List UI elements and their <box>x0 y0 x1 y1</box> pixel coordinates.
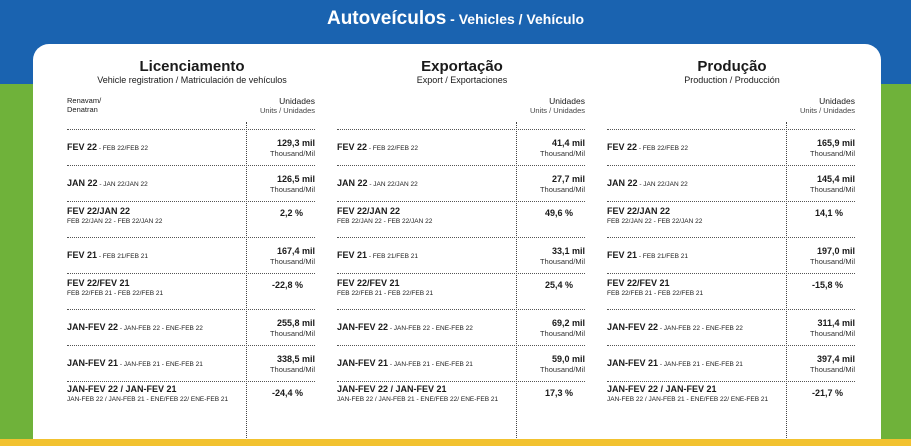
row-period-main: FEV 21 <box>337 249 368 260</box>
row-value: 338,5 mil <box>276 353 315 364</box>
row-value-cell <box>789 310 855 345</box>
row-period-main: FEV 22/FEV 21 <box>67 278 130 288</box>
row-period <box>67 384 245 396</box>
row-label <box>607 238 785 273</box>
column-header <box>67 58 317 86</box>
row-label <box>67 238 245 273</box>
row-period-translation: FEB 22/FEB 21 - FEB 22/FEB 21 <box>67 290 164 297</box>
row-value-cell <box>519 382 585 417</box>
row-value: 14,1 % <box>814 208 843 218</box>
row-period-main: FEV 22/JAN 22 <box>607 206 671 216</box>
row-label <box>337 166 515 201</box>
row-period <box>337 358 515 370</box>
table-row <box>67 345 315 380</box>
row-period <box>337 322 515 334</box>
row-period-main: JAN-FEV 21 <box>67 357 119 368</box>
row-period-translation: JAN-FEB 22 / JAN-FEB 21 - ENE/FEB 22/ ENE-FEB 21 <box>337 396 499 403</box>
row-period <box>607 384 785 396</box>
row-period-detail: - JAN-FEB 22 - ENE-FEB 22 <box>658 324 743 332</box>
page-title <box>0 8 911 30</box>
row-unit: Thousand/Mil <box>809 256 855 266</box>
table-row <box>607 381 855 416</box>
units-header <box>260 96 315 116</box>
row-period-translation: FEB 22/JAN 22 - FEB 22/JAN 22 <box>607 218 703 225</box>
row-unit: Thousand/Mil <box>269 256 315 266</box>
column-title: Exportação <box>421 58 503 75</box>
row-period-main: JAN-FEV 22 <box>67 321 119 332</box>
row-period-main: JAN-FEV 21 <box>607 357 659 368</box>
table-row <box>337 237 585 272</box>
row-label <box>607 274 785 309</box>
row-unit: Thousand/Mil <box>269 364 315 374</box>
row-label <box>607 202 785 237</box>
row-period <box>67 142 245 154</box>
row-unit: Thousand/Mil <box>269 184 315 194</box>
row-period <box>607 178 785 190</box>
row-period-detail: - JAN-FEB 22 - ENE-FEB 22 <box>388 324 473 332</box>
row-period <box>607 278 785 290</box>
row-period <box>337 142 515 154</box>
row-period-translation: FEB 22/FEB 21 - FEB 22/FEB 21 <box>607 290 704 297</box>
table-row <box>67 201 315 236</box>
column-subtitle: Export / Exportaciones <box>416 75 508 85</box>
row-period-main: FEV 22/FEV 21 <box>337 278 400 288</box>
units-header-sub: Units / Unidades <box>799 106 855 115</box>
row-value: 25,4 % <box>544 280 573 290</box>
row-period-main: JAN 22 <box>607 177 638 188</box>
units-header-label: Unidades <box>549 96 585 106</box>
row-label <box>337 382 515 417</box>
row-value: 165,9 mil <box>816 137 855 148</box>
row-value-cell <box>249 310 315 345</box>
row-period <box>67 322 245 334</box>
row-label <box>607 346 785 381</box>
row-period-translation: FEB 22/JAN 22 - FEB 22/JAN 22 <box>67 218 163 225</box>
row-period <box>337 384 515 396</box>
row-value-cell <box>789 238 855 273</box>
row-period <box>337 178 515 190</box>
row-value-cell <box>519 130 585 165</box>
table-row <box>337 381 585 416</box>
row-value-cell <box>789 166 855 201</box>
row-period-detail: - JAN 22/JAN 22 <box>637 180 688 188</box>
row-period-main: JAN 22 <box>337 177 368 188</box>
row-period <box>607 322 785 334</box>
row-period-detail: - JAN-FEB 21 - ENE-FEB 21 <box>388 360 473 368</box>
units-header <box>530 96 585 116</box>
row-label <box>67 166 245 201</box>
row-period-main: FEV 22/FEV 21 <box>607 278 670 288</box>
column-subtitle: Vehicle registration / Matriculación de vehículos <box>97 75 287 85</box>
table-row <box>67 309 315 344</box>
table-row <box>337 165 585 200</box>
row-period <box>67 206 245 218</box>
table-row <box>67 273 315 308</box>
row-unit: Thousand/Mil <box>269 148 315 158</box>
table-row <box>607 309 855 344</box>
row-period-main: FEV 21 <box>607 249 638 260</box>
row-value: 17,3 % <box>544 388 573 398</box>
row-value: 129,3 mil <box>276 137 315 148</box>
row-value: 49,6 % <box>544 208 573 218</box>
row-period-main: JAN-FEV 22 / JAN-FEV 21 <box>607 384 717 394</box>
column-licenciamento <box>67 44 315 444</box>
row-period-detail: - FEB 22/FEB 22 <box>97 144 148 152</box>
table-row <box>337 345 585 380</box>
row-period <box>337 250 515 262</box>
row-value-cell <box>519 166 585 201</box>
row-value: 69,2 mil <box>551 317 585 328</box>
row-period-detail: - JAN-FEB 21 - ENE-FEB 21 <box>658 360 743 368</box>
row-value-cell <box>249 274 315 309</box>
table-row <box>607 165 855 200</box>
row-value-cell <box>789 130 855 165</box>
row-value-cell <box>789 382 855 417</box>
table-row <box>607 129 855 164</box>
table-row <box>337 201 585 236</box>
row-period <box>607 206 785 218</box>
units-header-label: Unidades <box>279 96 315 106</box>
row-unit: Thousand/Mil <box>539 328 585 338</box>
bottom-accent-bar <box>0 439 911 446</box>
row-value: 59,0 mil <box>551 353 585 364</box>
table-row <box>337 309 585 344</box>
row-period-main: JAN-FEV 22 / JAN-FEV 21 <box>67 384 177 394</box>
table-row <box>607 237 855 272</box>
source-header-line2: Denatran <box>67 105 98 114</box>
row-value-cell <box>519 238 585 273</box>
row-period <box>607 358 785 370</box>
row-label <box>337 202 515 237</box>
row-value: 33,1 mil <box>551 245 585 256</box>
row-value-cell <box>519 346 585 381</box>
row-unit: Thousand/Mil <box>809 148 855 158</box>
table-row <box>67 381 315 416</box>
row-value: 197,0 mil <box>816 245 855 256</box>
row-value-cell <box>249 382 315 417</box>
row-value-cell <box>249 238 315 273</box>
row-value: 126,5 mil <box>276 173 315 184</box>
row-value-cell <box>249 130 315 165</box>
row-value: -22,8 % <box>271 280 303 290</box>
column-title: Produção <box>697 58 767 75</box>
column-title: Licenciamento <box>139 58 245 75</box>
row-label <box>67 346 245 381</box>
row-period-detail: - JAN 22/JAN 22 <box>97 180 148 188</box>
row-label <box>337 274 515 309</box>
row-value: -21,7 % <box>811 388 843 398</box>
row-unit: Thousand/Mil <box>809 364 855 374</box>
column-subtitle: Production / Producción <box>684 75 780 85</box>
row-label <box>607 130 785 165</box>
row-label <box>67 274 245 309</box>
units-header-sub: Units / Unidades <box>529 106 585 115</box>
row-value-cell <box>519 274 585 309</box>
row-label <box>67 310 245 345</box>
row-value-cell <box>249 202 315 237</box>
row-label <box>607 382 785 417</box>
row-period-detail: - JAN 22/JAN 22 <box>367 180 418 188</box>
row-label <box>607 310 785 345</box>
page-title-sub: - Vehicles / Vehículo <box>446 11 585 27</box>
row-period-main: FEV 21 <box>67 249 98 260</box>
row-period <box>67 278 245 290</box>
row-period-detail: - FEB 22/FEB 22 <box>367 144 418 152</box>
row-period-detail: - FEB 21/FEB 21 <box>637 252 688 260</box>
row-period-main: JAN-FEV 22 <box>607 321 659 332</box>
content-card <box>33 44 881 446</box>
row-period <box>607 250 785 262</box>
row-period-translation: FEB 22/JAN 22 - FEB 22/JAN 22 <box>337 218 433 225</box>
row-period-detail: - JAN-FEB 21 - ENE-FEB 21 <box>118 360 203 368</box>
row-period <box>67 250 245 262</box>
row-value-cell <box>249 346 315 381</box>
row-value-cell <box>519 202 585 237</box>
row-period-translation: JAN-FEB 22 / JAN-FEB 21 - ENE/FEB 22/ ENE-FEB 21 <box>607 396 769 403</box>
row-period-detail: - FEB 22/FEB 22 <box>637 144 688 152</box>
column-header <box>607 58 857 86</box>
row-value: 27,7 mil <box>551 173 585 184</box>
row-value: 2,2 % <box>279 208 303 218</box>
row-period-main: FEV 22/JAN 22 <box>67 206 131 216</box>
row-period-translation: FEB 22/FEB 21 - FEB 22/FEB 21 <box>337 290 434 297</box>
row-label <box>337 238 515 273</box>
row-period <box>607 142 785 154</box>
row-unit: Thousand/Mil <box>809 328 855 338</box>
row-period-detail: - FEB 21/FEB 21 <box>97 252 148 260</box>
source-header-line1: Renavam/ <box>67 96 102 105</box>
column-producao <box>607 44 855 444</box>
row-period <box>337 278 515 290</box>
row-unit: Thousand/Mil <box>539 256 585 266</box>
table-row <box>607 273 855 308</box>
row-period-main: JAN 22 <box>67 177 98 188</box>
column-header <box>337 58 587 86</box>
row-unit: Thousand/Mil <box>809 184 855 194</box>
column-exportacao <box>337 44 585 444</box>
table-row <box>67 129 315 164</box>
row-period-main: JAN-FEV 21 <box>337 357 389 368</box>
table-row <box>67 237 315 272</box>
row-period-main: JAN-FEV 22 <box>337 321 389 332</box>
page-title-main: Autoveículos <box>326 8 447 29</box>
row-label <box>67 202 245 237</box>
row-label <box>337 130 515 165</box>
row-period-detail: - JAN-FEB 22 - ENE-FEB 22 <box>118 324 203 332</box>
table-row <box>337 129 585 164</box>
row-label <box>337 310 515 345</box>
source-header <box>67 96 101 114</box>
table-row <box>607 201 855 236</box>
table-row <box>337 273 585 308</box>
row-label <box>607 166 785 201</box>
row-unit: Thousand/Mil <box>539 148 585 158</box>
row-period-main: FEV 22 <box>337 141 368 152</box>
units-header-label: Unidades <box>819 96 855 106</box>
row-value: -15,8 % <box>811 280 843 290</box>
row-label <box>337 346 515 381</box>
row-period <box>337 206 515 218</box>
row-period-detail: - FEB 21/FEB 21 <box>367 252 418 260</box>
row-value: 145,4 mil <box>816 173 855 184</box>
row-value-cell <box>519 310 585 345</box>
row-value: -24,4 % <box>271 388 303 398</box>
row-label <box>67 382 245 417</box>
units-header <box>800 96 855 116</box>
row-value-cell <box>249 166 315 201</box>
row-value: 255,8 mil <box>276 317 315 328</box>
row-value: 41,4 mil <box>551 137 585 148</box>
row-unit: Thousand/Mil <box>539 364 585 374</box>
row-value: 167,4 mil <box>276 245 315 256</box>
row-value-cell <box>789 202 855 237</box>
row-value: 311,4 mil <box>817 317 855 328</box>
table-row <box>607 345 855 380</box>
units-header-sub: Units / Unidades <box>259 106 315 115</box>
row-period <box>67 358 245 370</box>
row-period-main: FEV 22 <box>67 141 98 152</box>
row-period-main: FEV 22/JAN 22 <box>337 206 401 216</box>
table-row <box>67 165 315 200</box>
row-value-cell <box>789 274 855 309</box>
row-value: 397,4 mil <box>816 353 855 364</box>
row-unit: Thousand/Mil <box>269 328 315 338</box>
row-value-cell <box>789 346 855 381</box>
row-period <box>67 178 245 190</box>
row-unit: Thousand/Mil <box>539 184 585 194</box>
row-period-main: FEV 22 <box>607 141 638 152</box>
row-label <box>67 130 245 165</box>
row-period-main: JAN-FEV 22 / JAN-FEV 21 <box>337 384 447 394</box>
row-period-translation: JAN-FEB 22 / JAN-FEB 21 - ENE/FEB 22/ ENE-FEB 21 <box>67 396 229 403</box>
